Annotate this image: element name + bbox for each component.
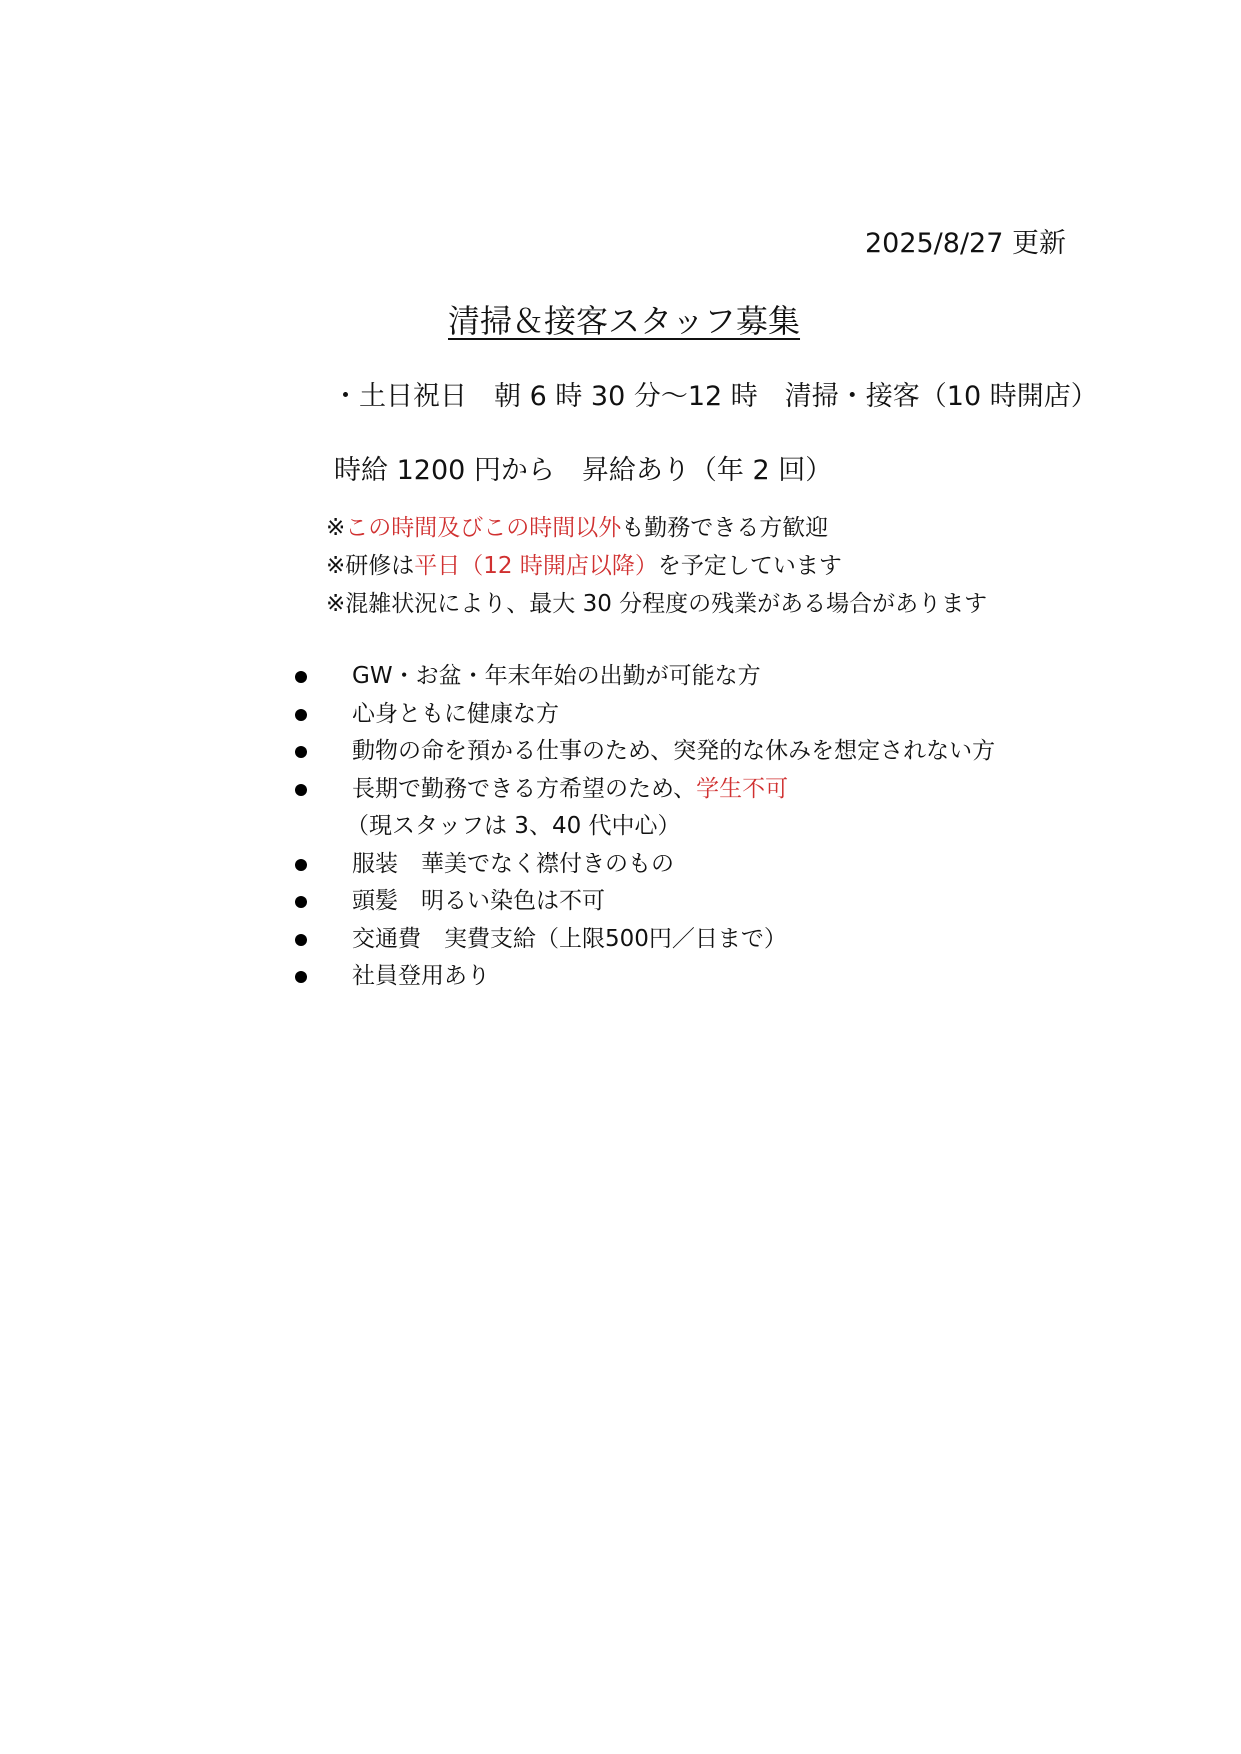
list-item [292,921,995,959]
bullet-icon [295,859,307,871]
note-highlight: 平日（12 時開店以降） [414,553,658,579]
list-item [292,771,995,809]
work-schedule: ・土日祝日 朝 6 時 30 分～12 時 清掃・接客（10 時開店） [332,381,1098,412]
note-overtime: ※混雑状況により、最大 30 分程度の残業がある場合があります [326,591,988,617]
list-item-text: GW・お盆・年末年始の出勤が可能な方 [352,663,761,689]
list-item-text: 長期で勤務できる方希望のため、 [352,775,697,802]
bullet-icon [295,671,307,683]
list-item [292,846,995,884]
list-item-highlight: 学生不可 [696,775,789,802]
bullet-icon [295,784,307,796]
list-item-text: 社員登用あり [352,963,490,989]
bullet-icon [295,896,307,908]
update-date: 2025/8/27 更新 [864,228,1066,259]
bullet-icon [295,709,307,721]
bullet-icon [295,971,307,983]
note-training [326,547,987,585]
note-suffix: も勤務できる方歓迎 [621,515,829,541]
note-highlight: この時間及びこの時間以外 [345,515,622,541]
note-suffix: を予定しています [657,553,842,579]
list-item-text: 服装 華美でなく襟付きのもの [352,850,674,877]
list-item-text: 交通費 実費支給（上限500円／日まで） [352,925,787,952]
note-flexible-hours [326,509,987,547]
list-item [292,658,995,696]
hourly-wage: 時給 1200 円から 昇給あり（年 2 回） [334,455,833,486]
list-item [292,883,995,921]
list-item-text: 動物の命を預かる仕事のため、突発的な休みを想定されない方 [352,738,996,764]
list-item [292,958,995,996]
note-prefix: ※研修は [326,553,415,579]
list-item [292,733,995,771]
page-title: 清掃＆接客スタッフ募集 [448,302,801,340]
list-item-subnote [292,808,995,846]
requirements-list [292,658,995,996]
list-item-text: 心身ともに健康な方 [352,700,559,727]
bullet-icon [295,934,307,946]
list-item-text: （現スタッフは 3、40 代中心） [346,813,681,839]
list-item [292,696,995,734]
notes-section [326,509,987,623]
bullet-icon [295,746,307,758]
note-prefix: ※ [326,515,346,541]
list-item-text: 頭髪 明るい染色は不可 [352,888,605,914]
